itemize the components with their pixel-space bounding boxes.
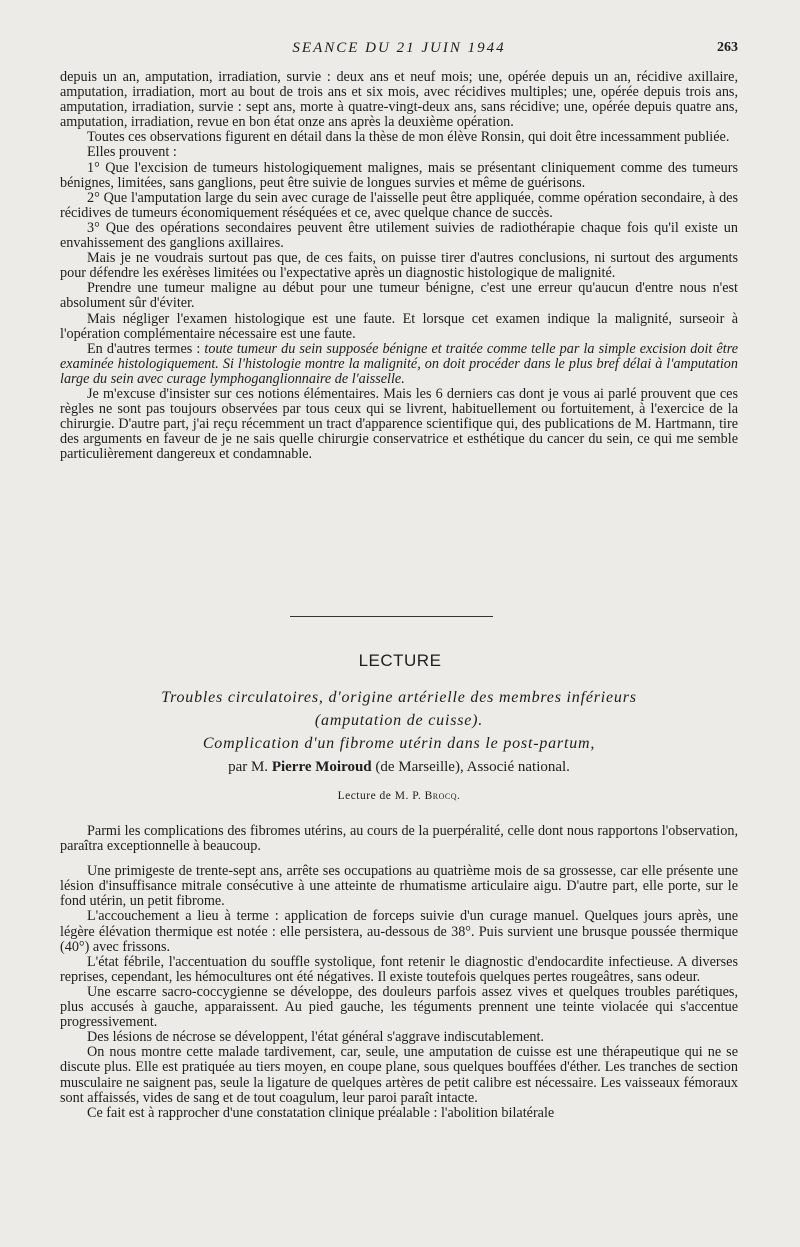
paragraph: L'état fébrile, l'accentuation du souffle systolique, font retenir le diagnostic d'endocardite infectieuse. A diverses reprises, cependant, les hémocultures ont été négatives. Il existe toutefois quelques pertes rougeâtres, sans odeur.	[60, 953, 738, 985]
emphasis-paragraph	[60, 342, 738, 387]
running-head: SEANCE DU 21 JUIN 1944	[292, 40, 506, 56]
paragraph: Ce fait est à rapprocher d'une constatation clinique préalable : l'abolition bilatérale	[87, 1104, 555, 1121]
paragraph: Toutes ces observations figurent en détail dans la thèse de mon élève Ronsin, qui doit être incessamment publiée.	[87, 129, 730, 146]
byline-suffix: (de Marseille), Associé national.	[371, 759, 570, 775]
paragraph: On nous montre cette malade tardivement, car, seule, une amputation de cuisse est une thérapeutique qui ne se discute plus. Elle est pratiquée au tiers moyen, en coupe plane, sous quelques bouffées d'éther. Les tranches de section musculaire ne saignent pas, seule la ligature de quelques artères de petit calibre est nécessaire. Les vaisseaux fémoraux sont affaissés, vides de sang et de tout coagulum, leur paroi paraît intacte.	[60, 1044, 738, 1106]
discussion-text	[60, 70, 738, 462]
paragraph: Une primigeste de trente-sept ans, arrête ses occupations au quatrième mois de sa grossesse, car elle présente une lésion d'insuffisance mitrale consécutive à une atteinte de rhumatisme articulaire aigu. D'autre part, elle porte, sur le fond utérin, un petit fibrome.	[60, 863, 738, 910]
author-name: Pierre Moiroud	[271, 759, 372, 775]
paragraph: Mais négliger l'examen histologique est une faute. Et lorsque cet examen indique la malignité, surseoir à l'opération complémentaire nécessaire est une faute.	[60, 310, 738, 342]
paragraph: Des lésions de nécrose se développent, l'état général s'aggrave indiscutablement.	[87, 1029, 544, 1046]
reader-name: Brocq.	[424, 790, 461, 802]
paragraph: Parmi les complications des fibromes utérins, au cours de la puerpéralité, celle dont nous rapportons l'observation, paraîtra exceptionnelle à beaucoup.	[60, 823, 738, 855]
page-number: 263	[717, 40, 738, 55]
paragraph: L'accouchement a lieu à terme : application de forceps suivie d'un curage manuel. Quelques jours après, une légère élévation thermique est notée : elle persistera, au-dessous de 38°. Puis survient une brusque poussée thermique (40°) avec frissons.	[60, 908, 738, 955]
paragraph: depuis un an, amputation, irradiation, survie : deux ans et neuf mois; une, opérée depuis un an, récidive axillaire, amputation, irradiation, mort au bout de trois ans et six mois, avec récidives multiples; une, opérée depuis trois ans, amputation, irradiation, survie : sept ans, morte à quatre-vingt-deux ans, sans récidive; une, opérée depuis quatre ans, amputation, irradiation, revue en bon état onze ans après la deuxième opération.	[60, 69, 738, 131]
paragraph: 3° Que des opérations secondaires peuvent être utilement suivies de radiothérapie chaque fois qu'il existe un envahissement des ganglions axillaires.	[60, 219, 738, 252]
paragraph: Mais je ne voudrais surtout pas que, de ces faits, on puisse tirer d'autres conclusions, ni surtout des arguments pour défendre les exérèses limitées ou l'expectative après un diagnostic histologique de malignité.	[60, 250, 738, 282]
paragraph: 1° Que l'excision de tumeurs histologiquement malignes, mais se présentant cliniquement comme des tumeurs bénignes, limitées, sans ganglions, peut être suivie de longues survies et même de guérisons.	[60, 159, 738, 191]
paragraph: 2° Que l'amputation large du sein avec curage de l'aisselle peut être appliquée, comme opération secondaire, à des récidives de tumeurs économiquement réséquées et ce, avec quelque chance de succès.	[60, 189, 738, 221]
article-title-line: (amputation de cuisse).	[314, 712, 484, 729]
article-title	[60, 686, 738, 755]
section-divider	[290, 616, 493, 617]
article-title-line: Complication d'un fibrome utérin dans le post-partum,	[202, 735, 596, 752]
emphasis-italic: toute tumeur du sein supposée bénigne et traitée comme telle par la simple excision doit être examinée histologiquement. Si l'histologie montre la malignité, on doit procéder dans le plus bref délai à l'amputation large du sein avec curage lymphoganglionnaire de l'aisselle.	[60, 340, 738, 387]
article-body	[60, 824, 738, 1121]
section-heading: LECTURE	[358, 651, 442, 670]
byline	[60, 759, 738, 776]
article-title-line: Troubles circulatoires, d'origine artérielle des membres inférieurs	[161, 689, 637, 706]
paragraph: Une escarre sacro-coccygienne se développe, des douleurs parfois assez vives et quelques troubles parétiques, plus accusés à gauche, apparaissent. Au pied gauche, les téguments prennent une teinte violacée qui s'accentue progressivement.	[60, 983, 738, 1031]
reader-credit	[60, 790, 738, 802]
byline-prefix: par M.	[228, 759, 272, 775]
paragraph: Elles prouvent :	[87, 144, 177, 161]
emphasis-lead: En d'autres termes :	[87, 340, 205, 357]
paragraph: Prendre une tumeur maligne au début pour une tumeur bénigne, c'est une erreur qu'aucun d'entre nous n'est absolument sûr d'éviter.	[60, 280, 738, 312]
reader-prefix: Lecture de M. P.	[337, 790, 425, 802]
page-header	[60, 40, 738, 64]
closing-paragraph: Je m'excuse d'insister sur ces notions élémentaires. Mais les 6 derniers cas dont je vous ai parlé prouvent que ces règles ne sont pas toujours observées par tous ceux qui se livrent, habituellement ou fortuitement, à l'exercice de la chirurgie. D'autre part, j'ai reçu récemment un tract d'apparence scientifique qui, des publications de M. Hartmann, tire des arguments en faveur de je ne sais quelle chirurgie conservatrice et esthétique du cancer du sein, ce qui me semble particulièrement dangereux et condamnable.	[60, 385, 738, 463]
